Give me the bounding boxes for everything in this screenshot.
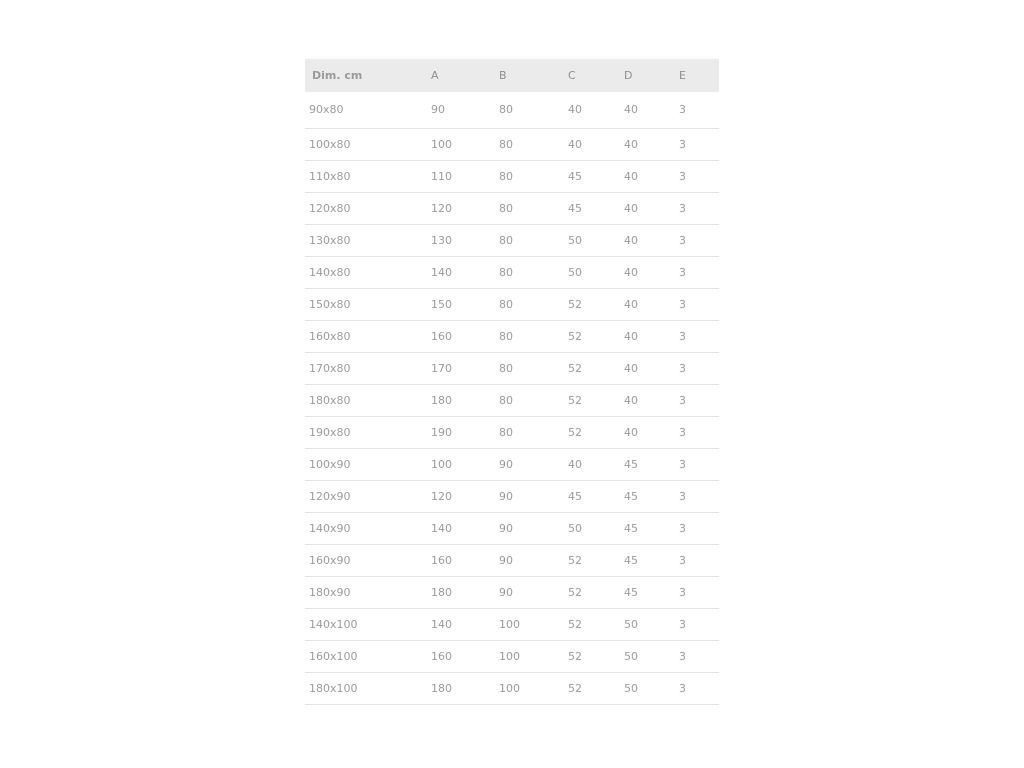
cell-a: 100: [431, 137, 452, 151]
cell-c: 52: [568, 361, 582, 375]
cell-c: 52: [568, 425, 582, 439]
cell-dim: 100x90: [309, 457, 351, 471]
cell-e: 3: [679, 649, 686, 663]
cell-a: 140: [431, 617, 452, 631]
table-row: [305, 672, 719, 704]
cell-c: 52: [568, 393, 582, 407]
header-c: C: [568, 69, 576, 82]
cell-e: 3: [679, 169, 686, 183]
cell-c: 45: [568, 169, 582, 183]
cell-dim: 120x90: [309, 489, 351, 503]
cell-e: 3: [679, 585, 686, 599]
cell-d: 45: [624, 489, 638, 503]
cell-dim: 90x80: [309, 103, 344, 117]
cell-e: 3: [679, 297, 686, 311]
table-row: [305, 448, 719, 480]
cell-d: 45: [624, 585, 638, 599]
cell-d: 45: [624, 521, 638, 535]
cell-e: 3: [679, 425, 686, 439]
cell-b: 80: [499, 393, 513, 407]
cell-d: 40: [624, 233, 638, 247]
cell-a: 190: [431, 425, 452, 439]
cell-d: 45: [624, 457, 638, 471]
cell-dim: 160x100: [309, 649, 358, 663]
header-e: E: [679, 69, 686, 82]
cell-d: 40: [624, 137, 638, 151]
table-header: [305, 59, 719, 92]
cell-e: 3: [679, 265, 686, 279]
cell-c: 40: [568, 103, 582, 117]
cell-dim: 190x80: [309, 425, 351, 439]
cell-a: 170: [431, 361, 452, 375]
table-row: [305, 224, 719, 256]
cell-a: 160: [431, 553, 452, 567]
cell-dim: 100x80: [309, 137, 351, 151]
cell-a: 110: [431, 169, 452, 183]
cell-c: 52: [568, 617, 582, 631]
header-dim: Dim. cm: [312, 69, 363, 82]
dimensions-table: [305, 59, 719, 705]
cell-b: 90: [499, 457, 513, 471]
cell-a: 160: [431, 329, 452, 343]
table-row: [305, 288, 719, 320]
cell-c: 50: [568, 521, 582, 535]
cell-d: 50: [624, 649, 638, 663]
table-row: [305, 480, 719, 512]
cell-c: 52: [568, 297, 582, 311]
cell-d: 40: [624, 169, 638, 183]
cell-b: 100: [499, 681, 520, 695]
cell-dim: 120x80: [309, 201, 351, 215]
table-row: [305, 256, 719, 288]
cell-dim: 160x90: [309, 553, 351, 567]
cell-d: 40: [624, 361, 638, 375]
cell-dim: 180x80: [309, 393, 351, 407]
cell-c: 50: [568, 265, 582, 279]
table-row: [305, 352, 719, 384]
cell-e: 3: [679, 103, 686, 117]
cell-b: 90: [499, 521, 513, 535]
cell-dim: 140x80: [309, 265, 351, 279]
cell-d: 40: [624, 201, 638, 215]
cell-e: 3: [679, 617, 686, 631]
cell-c: 52: [568, 585, 582, 599]
table-row: [305, 576, 719, 608]
cell-a: 120: [431, 489, 452, 503]
cell-d: 40: [624, 393, 638, 407]
cell-b: 90: [499, 489, 513, 503]
cell-b: 80: [499, 425, 513, 439]
cell-dim: 140x100: [309, 617, 358, 631]
cell-e: 3: [679, 457, 686, 471]
cell-b: 80: [499, 361, 513, 375]
header-b: B: [499, 69, 507, 82]
cell-a: 180: [431, 681, 452, 695]
table-row: [305, 384, 719, 416]
cell-b: 80: [499, 265, 513, 279]
cell-dim: 160x80: [309, 329, 351, 343]
table-body: [305, 92, 719, 704]
table-row: [305, 320, 719, 352]
cell-e: 3: [679, 137, 686, 151]
cell-a: 140: [431, 265, 452, 279]
cell-c: 45: [568, 201, 582, 215]
cell-c: 45: [568, 489, 582, 503]
cell-b: 80: [499, 297, 513, 311]
table-row: [305, 416, 719, 448]
table-row: [305, 128, 719, 160]
cell-b: 80: [499, 103, 513, 117]
cell-d: 50: [624, 617, 638, 631]
cell-c: 50: [568, 233, 582, 247]
cell-a: 150: [431, 297, 452, 311]
cell-b: 80: [499, 137, 513, 151]
cell-b: 80: [499, 169, 513, 183]
cell-a: 180: [431, 393, 452, 407]
table-row: [305, 512, 719, 544]
header-d: D: [624, 69, 633, 82]
header-a: A: [431, 69, 439, 82]
cell-c: 52: [568, 553, 582, 567]
cell-d: 40: [624, 329, 638, 343]
cell-b: 100: [499, 649, 520, 663]
cell-c: 52: [568, 649, 582, 663]
table-row: [305, 608, 719, 640]
cell-e: 3: [679, 681, 686, 695]
cell-b: 90: [499, 585, 513, 599]
cell-dim: 140x90: [309, 521, 351, 535]
table-row: [305, 640, 719, 672]
cell-dim: 150x80: [309, 297, 351, 311]
cell-dim: 180x90: [309, 585, 351, 599]
header-row: [305, 59, 719, 92]
cell-c: 40: [568, 457, 582, 471]
cell-d: 40: [624, 297, 638, 311]
cell-a: 100: [431, 457, 452, 471]
cell-e: 3: [679, 521, 686, 535]
table-row: [305, 192, 719, 224]
cell-e: 3: [679, 553, 686, 567]
cell-e: 3: [679, 361, 686, 375]
cell-b: 90: [499, 553, 513, 567]
cell-a: 120: [431, 201, 452, 215]
cell-a: 90: [431, 103, 445, 117]
cell-e: 3: [679, 329, 686, 343]
cell-d: 40: [624, 103, 638, 117]
cell-d: 45: [624, 553, 638, 567]
table-row: [305, 544, 719, 576]
cell-b: 80: [499, 233, 513, 247]
cell-c: 52: [568, 681, 582, 695]
cell-b: 100: [499, 617, 520, 631]
cell-dim: 180x100: [309, 681, 358, 695]
cell-a: 160: [431, 649, 452, 663]
cell-d: 40: [624, 265, 638, 279]
cell-e: 3: [679, 233, 686, 247]
cell-c: 40: [568, 137, 582, 151]
cell-e: 3: [679, 489, 686, 503]
cell-a: 140: [431, 521, 452, 535]
cell-e: 3: [679, 393, 686, 407]
cell-dim: 170x80: [309, 361, 351, 375]
cell-b: 80: [499, 329, 513, 343]
cell-b: 80: [499, 201, 513, 215]
cell-d: 50: [624, 681, 638, 695]
cell-d: 40: [624, 425, 638, 439]
cell-c: 52: [568, 329, 582, 343]
cell-a: 180: [431, 585, 452, 599]
dimensions-table-container: [305, 59, 721, 712]
table-row: [305, 160, 719, 192]
cell-dim: 110x80: [309, 169, 351, 183]
cell-e: 3: [679, 201, 686, 215]
table-row: [305, 92, 719, 128]
cell-a: 130: [431, 233, 452, 247]
cell-dim: 130x80: [309, 233, 351, 247]
